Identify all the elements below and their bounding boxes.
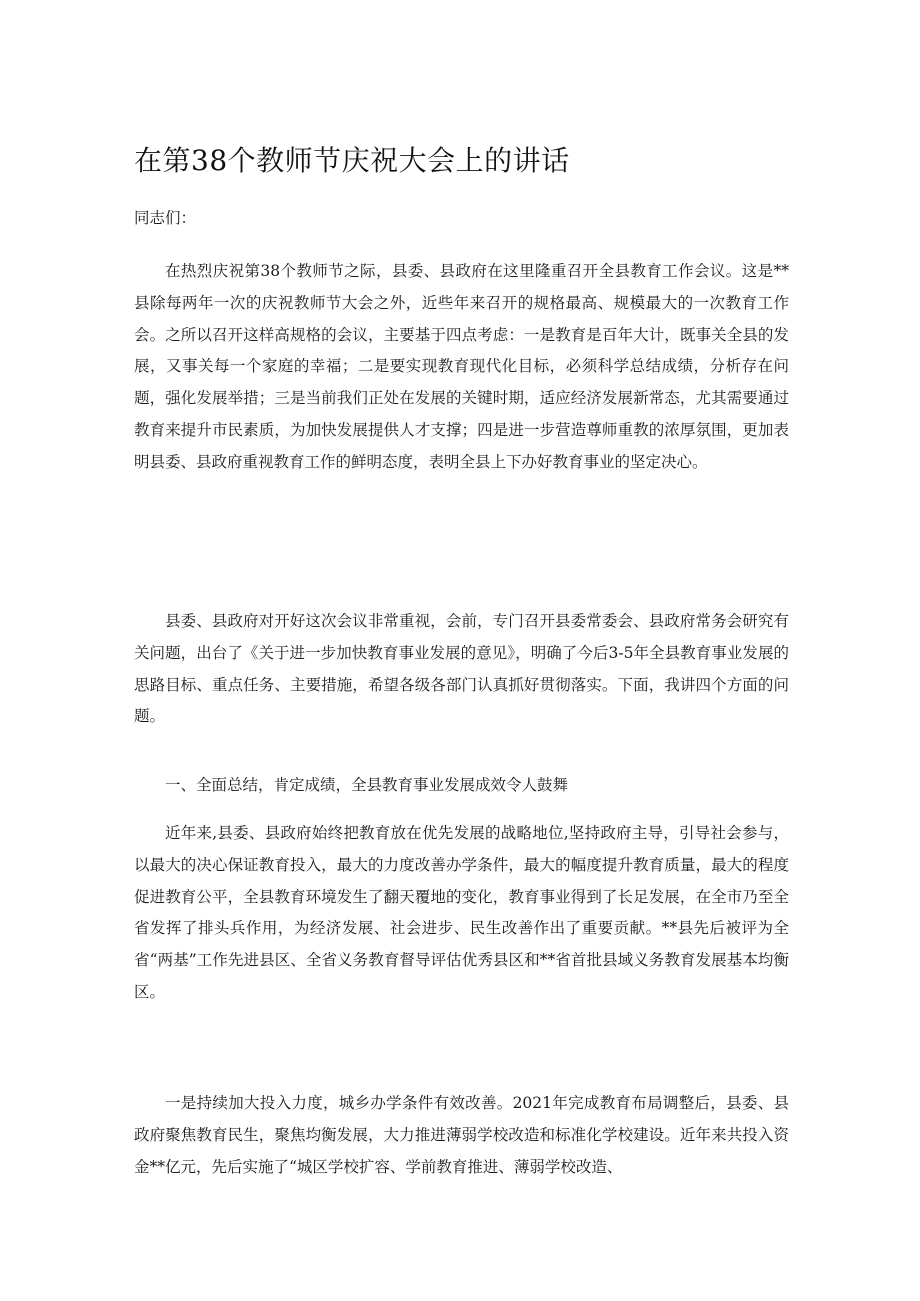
document-title: 在第38个教师节庆祝大会上的讲话: [134, 144, 570, 177]
paragraph-meeting-prep: 县委、县政府对开好这次会议非常重视，会前，专门召开县委常委会、县政府常务会研究有关问题，出台了《关于进一步加快教育事业发展的意见》，明确了今后3-5年全县教育事业发展的思路目标、重点任务、主要措施，希望各级各部门认真抓好贯彻落实。下面，我讲四个方面的问题。: [134, 612, 789, 726]
salutation: 同志们：: [134, 209, 197, 227]
paragraph-achievements: 近年来,县委、县政府始终把教育放在优先发展的战略地位,坚持政府主导，引导社会参与，以最大的决心保证教育投入，最大的力度改善办学条件，最大的幅度提升教育质量，最大的程度促进教育公平，全县教育环境发生了翻天覆地的变化，教育事业得到了长足发展，在全市乃至全省发挥了排头兵作用，为经济发展、社会进步、民生改善作出了重要贡献。**县先后被评为全省“两基”工作先进县区、全省义务教育督导评估优秀县区和**省首批县域义务教育发展基本均衡区。: [134, 824, 789, 1001]
paragraph-intro: 在热烈庆祝第38个教师节之际，县委、县政府在这里隆重召开全县教育工作会议。这是**县除每两年一次的庆祝教师节大会之外，近些年来召开的规格最高、规模最大的一次教育工作会。之所以召开这样高规格的会议，主要基于四点考虑：一是教育是百年大计，既事关全县的发展，又事关每一个家庭的幸福；二是要实现教育现代化目标，必须科学总结成绩，分析存在问题，强化发展举措；三是当前我们正处在发展的关键时期，适应经济发展新常态，尤其需要通过教育来提升市民素质，为加快发展提供人才支撑；四是进一步营造尊师重教的浓厚氛围，更加表明县委、县政府重视教育工作的鲜明态度，表明全县上下办好教育事业的坚定决心。: [134, 262, 789, 471]
section-heading-one: 一、全面总结，肯定成绩，全县教育事业发展成效令人鼓舞: [165, 776, 569, 794]
paragraph-investment: 一是持续加大投入力度，城乡办学条件有效改善。2021年完成教育布局调整后，县委、县政府聚焦教育民生，聚焦均衡发展，大力推进薄弱学校改造和标准化学校建设。近年来共投入资金**亿元，先后实施了“城区学校扩容、学前教育推进、薄弱学校改造、: [134, 1094, 789, 1176]
